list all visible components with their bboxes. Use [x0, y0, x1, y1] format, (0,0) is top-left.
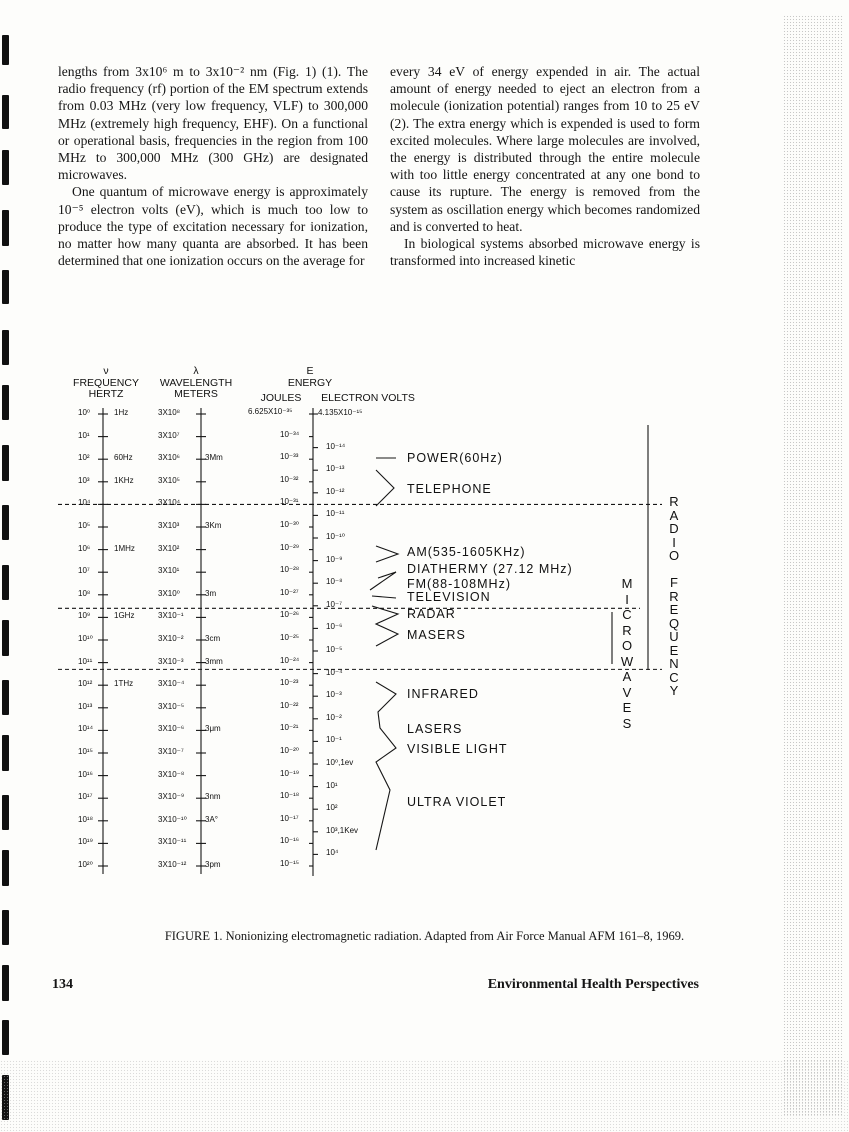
ev-tick-label: 10¹	[326, 780, 338, 790]
wavelength-name-label: 3mm	[205, 656, 223, 666]
band-label: TELEPHONE	[407, 482, 492, 496]
ev-tick-label: 10⁻¹²	[326, 486, 345, 496]
joule-tick-label: 10⁻²⁸	[280, 565, 300, 575]
wavelength-name-label: 3nm	[205, 792, 221, 802]
band-label: TELEVISION	[407, 590, 491, 604]
frequency-header: ν FREQUENCY HERTZ	[73, 365, 139, 400]
wavelength-tick-label: 3X10⁻⁶	[158, 724, 185, 734]
radio-frequency-letter: I	[672, 534, 676, 550]
radio-frequency-letter: R	[669, 588, 679, 604]
microwaves-letter: E	[622, 700, 632, 715]
ev-tick-label: 10²	[326, 803, 338, 813]
joule-tick-label: 10⁻²¹	[280, 723, 299, 733]
band-pointer	[376, 470, 394, 506]
band-label: AM(535-1605KHz)	[407, 545, 526, 559]
radio-frequency-letter: F	[670, 575, 678, 590]
joule-tick-label: 10⁻³²	[280, 474, 299, 484]
wavelength-tick-label: 3X10⁻²	[158, 634, 184, 643]
radio-frequency-letter: N	[669, 656, 679, 671]
band-label: VISIBLE LIGHT	[407, 742, 508, 756]
frequency-tick-label: 10¹⁶	[78, 769, 93, 779]
wavelength-tick-label: 3X10³	[158, 521, 180, 530]
ev-tick-label: 10⁻¹⁴	[326, 441, 346, 451]
paragraph: In biological systems absorbed microwave energy is transformed into increased kinetic	[390, 236, 700, 269]
frequency-name-label: 1MHz	[114, 543, 135, 553]
wavelength-name-label: 3μm	[205, 724, 221, 734]
band-pointer	[370, 572, 396, 590]
joule-tick-label: 10⁻³⁰	[280, 520, 299, 529]
frequency-tick-label: 10¹³	[78, 701, 93, 711]
journal-title: Environmental Health Perspectives	[487, 977, 699, 992]
joule-tick-label: 10⁻²³	[280, 678, 299, 688]
wavelength-tick-label: 3X10⁻⁵	[158, 701, 185, 711]
ev-tick-label: 10⁻¹³	[326, 464, 345, 474]
frequency-tick-label: 10⁴	[78, 498, 91, 508]
frequency-name-label: 60Hz	[114, 453, 133, 463]
wavelength-tick-label: 3X10⁻⁸	[158, 769, 185, 779]
radio-frequency-letter: D	[669, 521, 679, 536]
band-pointer	[376, 546, 398, 562]
wavelength-name-label: 3A°	[205, 814, 218, 824]
wavelength-tick-label: 3X10⁻⁴	[158, 679, 185, 689]
band-label: POWER(60Hz)	[407, 451, 503, 465]
ev-tick-label: 10⁻⁹	[326, 554, 343, 564]
radio-frequency-letter: O	[668, 548, 680, 563]
band-pointer	[372, 596, 396, 598]
joule-tick-label: 10⁻²⁹	[280, 542, 300, 552]
ev-tick-label: 10⁻³	[326, 690, 342, 700]
wavelength-name-label: 3Mm	[205, 453, 223, 463]
radio-frequency-letter: E	[669, 602, 679, 617]
wavelength-tick-label: 3X10⁷	[158, 430, 180, 440]
joule-tick-label: 10⁻²⁰	[280, 746, 299, 755]
wavelength-tick-label: 3X10⁻⁷	[158, 747, 184, 756]
frequency-tick-label: 10³	[78, 475, 90, 485]
microwaves-letter: R	[622, 622, 632, 638]
frequency-tick-label: 10²⁰	[78, 860, 93, 869]
ev-tick-label: 4.135X10⁻¹⁵	[318, 408, 363, 417]
frequency-tick-label: 10⁶	[78, 543, 91, 553]
frequency-name-label: 1GHz	[114, 611, 135, 621]
ev-tick-label: 10⁻²	[326, 712, 342, 722]
radio-frequency-letter: A	[669, 507, 679, 523]
band-label: ULTRA VIOLET	[407, 795, 507, 809]
frequency-name-label: 1Hz	[114, 408, 129, 417]
paragraph: One quantum of microwave energy is approximately 10⁻⁵ electron volts (eV), which is much too low to produce the type of excitation necessary for ionization, no matter how many quanta are absorbed. It has been determined that one ionization occurs on the average for	[58, 184, 368, 269]
ev-tick-label: 10⁻⁷	[326, 599, 343, 609]
ev-tick-label: 10⁻¹	[326, 735, 342, 745]
wavelength-name-label: 3pm	[205, 860, 221, 869]
wavelength-name-label: 3Km	[205, 521, 222, 530]
ev-tick-label: 10⁴	[326, 848, 339, 858]
frequency-tick-label: 10¹⁵	[78, 747, 93, 756]
radio-frequency-letter: Q	[668, 615, 680, 631]
wavelength-name-label: 3m	[205, 588, 217, 598]
ev-tick-label: 10³,1Kev	[326, 825, 359, 835]
joule-tick-label: 6.625X10⁻³⁵	[248, 407, 293, 416]
wavelength-tick-label: 3X10⁸	[158, 408, 181, 417]
microwaves-letter: O	[621, 638, 633, 653]
joules-header: JOULES	[260, 392, 302, 404]
frequency-tick-label: 10¹⁸	[78, 814, 93, 824]
band-label: INFRARED	[407, 687, 479, 701]
joule-tick-label: 10⁻¹⁸	[280, 791, 300, 801]
band-label: DIATHERMY (27.12 MHz)	[407, 562, 573, 576]
wavelength-tick-label: 3X10⁶	[158, 453, 180, 463]
wavelength-tick-label: 3X10⁰	[158, 588, 180, 598]
frequency-tick-label: 10¹²	[78, 679, 93, 689]
ev-tick-label: 10⁻⁸	[326, 577, 343, 587]
ev-tick-label: 10⁻¹¹	[326, 509, 345, 519]
ev-tick-label: 10⁰,1ev	[326, 758, 354, 767]
energy-header: E ENERGY	[287, 365, 333, 389]
wavelength-tick-label: 3X10⁵	[158, 475, 180, 485]
frequency-tick-label: 10⁸	[78, 588, 91, 598]
band-pointer	[376, 682, 396, 850]
page-number: 134	[52, 977, 73, 992]
ev-tick-label: 10⁻⁶	[326, 622, 343, 632]
radio-frequency-letter: U	[669, 629, 679, 644]
frequency-tick-label: 10⁷	[78, 566, 90, 576]
microwaves-letter: C	[622, 607, 632, 622]
band-label: RADAR	[407, 607, 456, 621]
ev-tick-label: 10⁻¹⁰	[326, 532, 345, 541]
joule-tick-label: 10⁻²⁵	[280, 633, 300, 642]
frequency-name-label: 1THz	[114, 679, 134, 689]
wavelength-tick-label: 3X10⁻¹⁰	[158, 814, 187, 824]
joule-tick-label: 10⁻¹⁷	[280, 813, 299, 823]
frequency-tick-label: 10¹⁰	[78, 634, 93, 643]
wavelength-tick-label: 3X10⁻⁹	[158, 792, 185, 802]
band-pointer	[372, 606, 398, 646]
microwaves-letter: I	[625, 591, 629, 607]
band-label: FM(88-108MHz)	[407, 577, 511, 591]
band-label: MASERS	[407, 628, 466, 642]
frequency-tick-label: 10⁵	[78, 521, 91, 530]
joule-tick-label: 10⁻³³	[280, 452, 299, 462]
wavelength-tick-label: 3X10⁻¹¹	[158, 837, 187, 847]
frequency-tick-label: 10¹¹	[78, 656, 93, 666]
wavelength-tick-label: 3X10⁻³	[158, 656, 184, 666]
figure-caption: FIGURE 1. Nonionizing electromagnetic radiation. Adapted from Air Force Manual AFM 161–8, 1969.	[164, 929, 685, 943]
joule-tick-label: 10⁻²⁶	[280, 610, 300, 620]
joule-tick-label: 10⁻³¹	[280, 497, 299, 507]
frequency-tick-label: 10⁰	[78, 408, 91, 417]
microwaves-letter: A	[622, 669, 632, 684]
frequency-tick-label: 10¹⁹	[78, 837, 93, 847]
ev-tick-label: 10⁻⁴	[326, 667, 343, 677]
microwaves-letter: S	[622, 715, 632, 731]
microwaves-letter: M	[621, 576, 633, 591]
wavelength-tick-label: 3X10⁻¹²	[158, 860, 187, 869]
frequency-tick-label: 10¹⁷	[78, 792, 93, 802]
wavelength-header: λ WAVELENGTH METERS	[159, 365, 233, 400]
wavelength-tick-label: 3X10¹	[158, 566, 180, 576]
joule-tick-label: 10⁻³⁴	[280, 429, 300, 439]
joule-tick-label: 10⁻²⁴	[280, 655, 300, 665]
frequency-tick-label: 10¹⁴	[78, 724, 93, 734]
frequency-name-label: 1KHz	[114, 475, 134, 485]
wavelength-tick-label: 3X10²	[158, 543, 180, 553]
wavelength-name-label: 3cm	[205, 634, 221, 643]
frequency-tick-label: 10²	[78, 453, 90, 463]
microwaves-letter: W	[620, 653, 634, 669]
joule-tick-label: 10⁻²⁷	[280, 587, 299, 597]
radio-frequency-letter: R	[669, 494, 679, 509]
joule-tick-label: 10⁻¹⁹	[280, 768, 300, 778]
wavelength-tick-label: 3X10⁴	[158, 498, 181, 508]
wavelength-tick-label: 3X10⁻¹	[158, 611, 184, 621]
radio-frequency-letter: C	[669, 669, 679, 685]
radio-frequency-letter: E	[669, 642, 679, 658]
ev-tick-label: 10⁻⁵	[326, 645, 343, 654]
joule-tick-label: 10⁻¹⁶	[280, 836, 300, 846]
radio-frequency-letter: Y	[669, 683, 679, 698]
frequency-tick-label: 10⁹	[78, 611, 91, 621]
joule-tick-label: 10⁻¹⁵	[280, 859, 300, 868]
electron-volts-header: ELECTRON VOLTS	[321, 392, 415, 404]
paragraph: lengths from 3x10⁶ m to 3x10⁻² nm (Fig. 1) (1). The radio frequency (rf) portion of the EM spectrum extends from 0.03 MHz (very low frequency, VLF) to 300,000 MHz (extremely high frequency, EHF). On a functional or operational basis, frequencies in the region from 100 MHz to 300,000 MHz (300 GHz) are designated microwaves.	[58, 64, 368, 183]
microwaves-letter: V	[622, 684, 632, 700]
paragraph: every 34 eV of energy expended in air. The actual amount of energy needed to eject an electron from a molecule (ionization potential) ranges from 10 to 25 eV (2). The extra energy which is expended is used to form excited molecules. Where large molecules are involved, the energy is distributed through the entire molecule with too little energy concentrated at any one bond to cause its rupture. The energy is removed from the system as oscillation energy which becomes randomized and is converted to heat.	[390, 64, 700, 234]
band-label: LASERS	[407, 722, 463, 736]
frequency-tick-label: 10¹	[78, 430, 90, 440]
joule-tick-label: 10⁻²²	[280, 700, 299, 710]
